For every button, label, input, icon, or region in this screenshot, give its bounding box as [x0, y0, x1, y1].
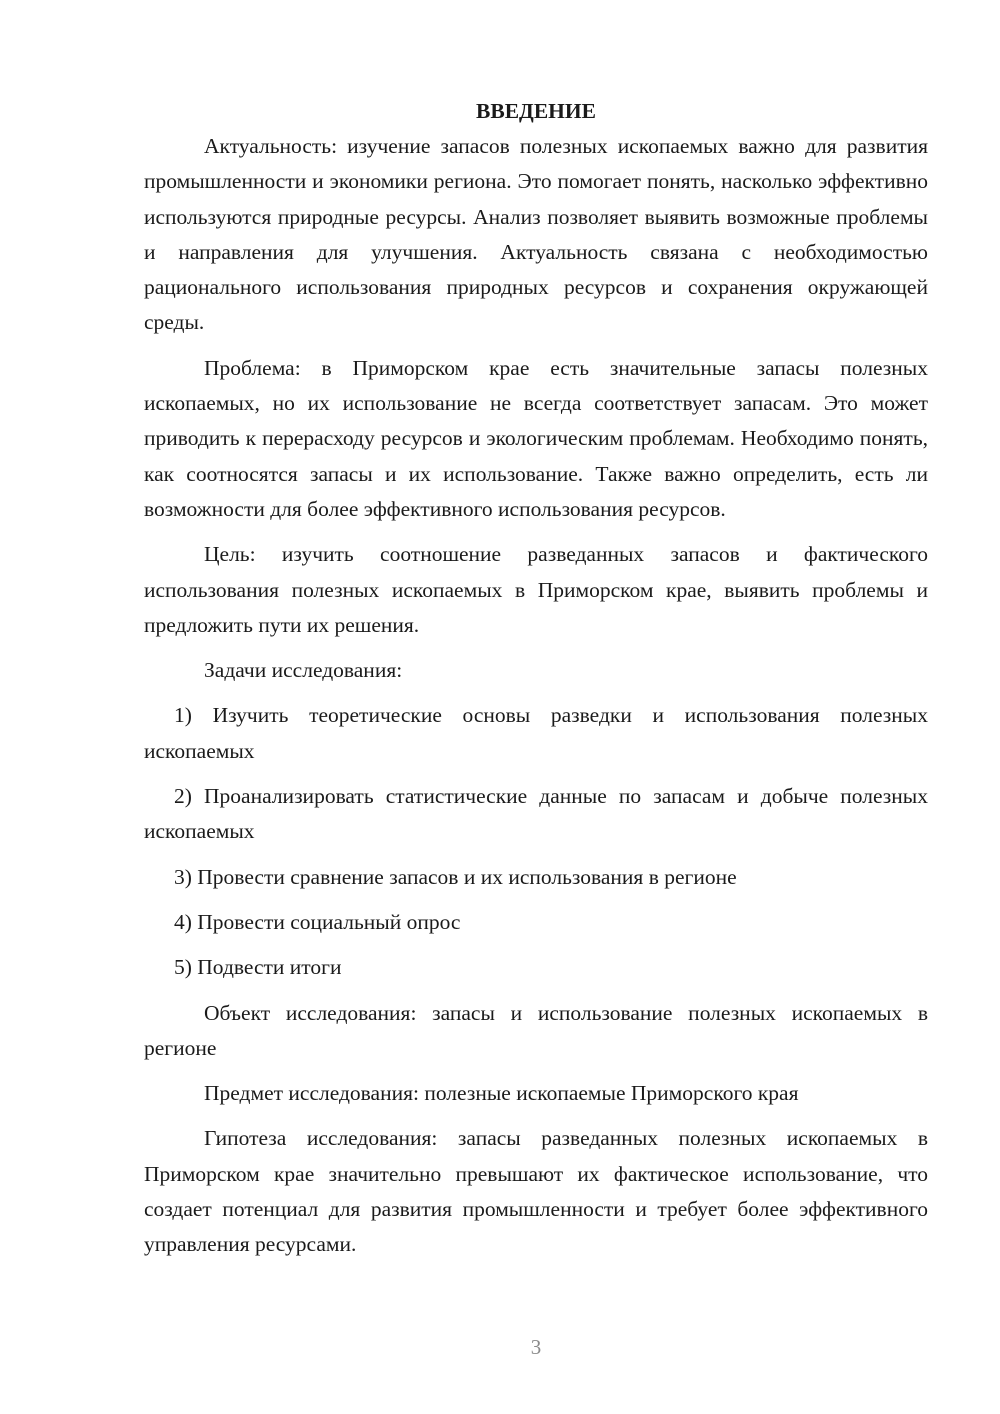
task-item-3: 3) Провести сравнение запасов и их использования в регионе: [174, 864, 737, 889]
document-body: [144, 95, 928, 1273]
hypothesis-paragraph: Гипотеза исследования: запасы разведанных полезных ископаемых в Приморском крае значительно превышают их фактическое использование, что создает потенциал для развития промышленности и требует более эффективного управления ресурсами.: [144, 1126, 928, 1257]
subject-paragraph: Предмет исследования: полезные ископаемые Приморского края: [204, 1081, 799, 1106]
page-number: 3: [530, 1335, 542, 1359]
tasks-heading: Задачи исследования:: [204, 658, 403, 683]
task-item-1: 1) Изучить теоретические основы разведки и использования полезных ископаемых: [144, 703, 928, 763]
object-paragraph: Объект исследования: запасы и использование полезных ископаемых в регионе: [144, 1000, 928, 1060]
relevance-paragraph: Актуальность: изучение запасов полезных ископаемых важно для развития промышленности и экономики региона. Это помогает понять, насколько эффективно используются природные ресурсы. Анализ позволяет выявить возможные проблемы и направления для улучшения. Актуальность связана с необходимостью рационального использования природных ресурсов и сохранения окружающей среды.: [144, 134, 928, 335]
section-title: ВВЕДЕНИЕ: [476, 99, 596, 123]
task-item-4: 4) Провести социальный опрос: [174, 909, 461, 934]
problem-paragraph: Проблема: в Приморском крае есть значительные запасы полезных ископаемых, но их использование не всегда соответствует запасам. Это может приводить к перерасходу ресурсов и экологическим проблемам. Необходимо понять, как соотносятся запасы и их использование. Также важно определить, есть ли возможности для более эффективного использования ресурсов.: [144, 355, 928, 521]
goal-paragraph: Цель: изучить соотношение разведанных запасов и фактического использования полезных ископаемых в Приморском крае, выявить проблемы и предложить пути их решения.: [144, 542, 928, 637]
task-item-5: 5) Подвести итоги: [174, 955, 342, 980]
task-item-2: 2) Проанализировать статистические данные по запасам и добыче полезных ископаемых: [144, 784, 928, 844]
